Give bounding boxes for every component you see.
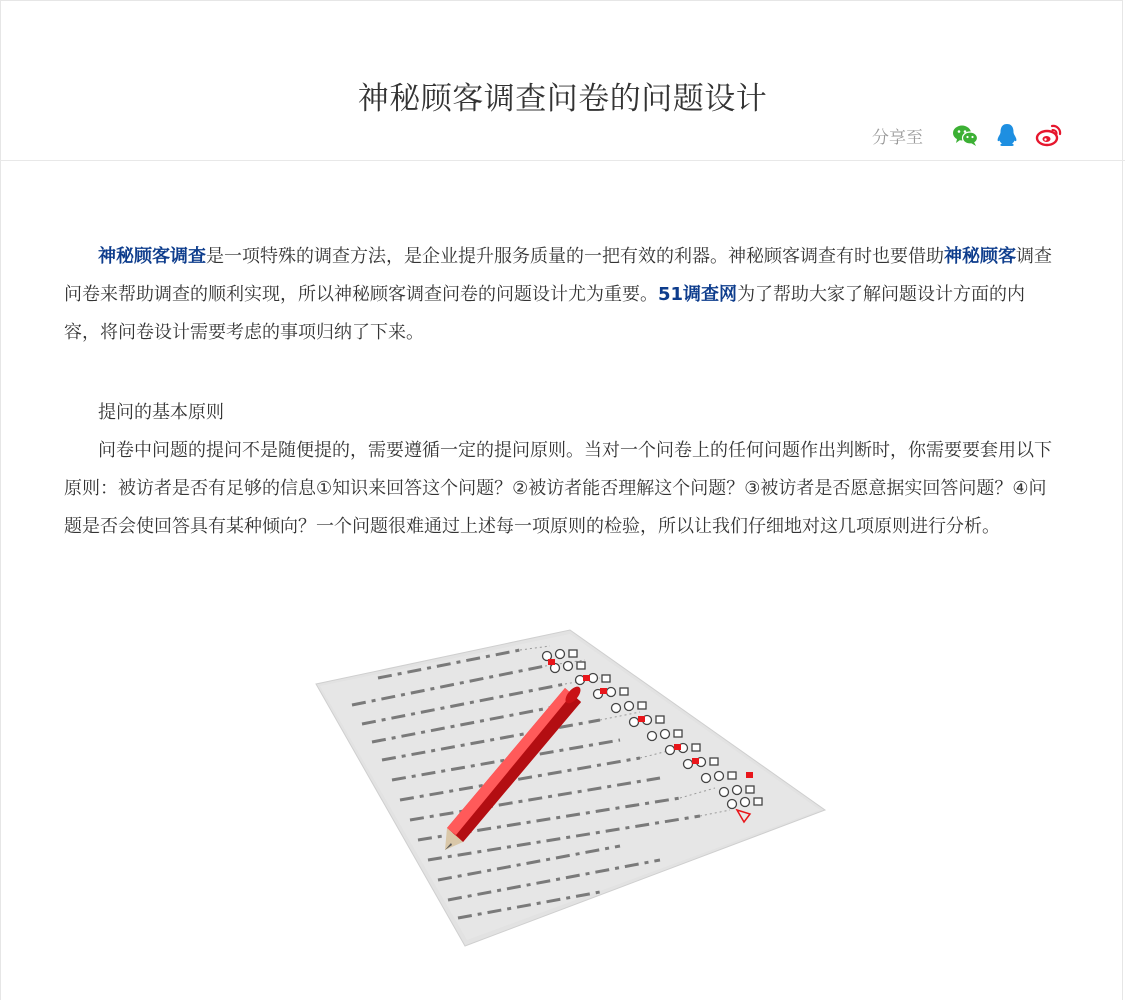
keyword-link[interactable]: 神秘顾客调查 bbox=[98, 246, 206, 267]
qq-icon[interactable] bbox=[993, 121, 1021, 149]
questionnaire-illustration bbox=[300, 620, 840, 960]
wechat-icon[interactable] bbox=[951, 121, 979, 149]
weibo-icon[interactable] bbox=[1035, 121, 1063, 149]
share-bar bbox=[872, 120, 1063, 150]
page-title: 神秘顾客调查问卷的问题设计 bbox=[357, 80, 768, 117]
share-label: 分享至 bbox=[872, 127, 923, 148]
keyword-link[interactable]: 神秘顾客 bbox=[944, 246, 1016, 267]
article-body bbox=[64, 238, 1060, 546]
section-paragraph: 问卷中问题的提问不是随便提的，需要遵循一定的提问原则。当对一个问卷上的任何问题作出判断时，你需要要套用以下原则：被访者是否有足够的信息①知识来回答这个问题？②被访者能否理解这个问题？③被访者是否愿意据实回答问题？④问题是否会使回答具有某种倾向？一个问题很难通过上述每一项原则的检验，所以让我们仔细地对这几项原则进行分析。 bbox=[64, 440, 1052, 537]
site-link[interactable]: 51调查网 bbox=[658, 284, 738, 305]
section-heading: 提问的基本原则 bbox=[98, 402, 224, 423]
article-header bbox=[0, 0, 1125, 161]
intro-paragraph: 神秘顾客调查是一项特殊的调查方法，是企业提升服务质量的一把有效的利器。神秘顾客调查有时也要借助神秘顾客调查问卷来帮助调查的顺利实现，所以神秘顾客调查问卷的问题设计尤为重要。51调查网为了帮助大家了解问题设计方面的内容，将问卷设计需要考虑的事项归纳了下来。 bbox=[64, 246, 1052, 343]
